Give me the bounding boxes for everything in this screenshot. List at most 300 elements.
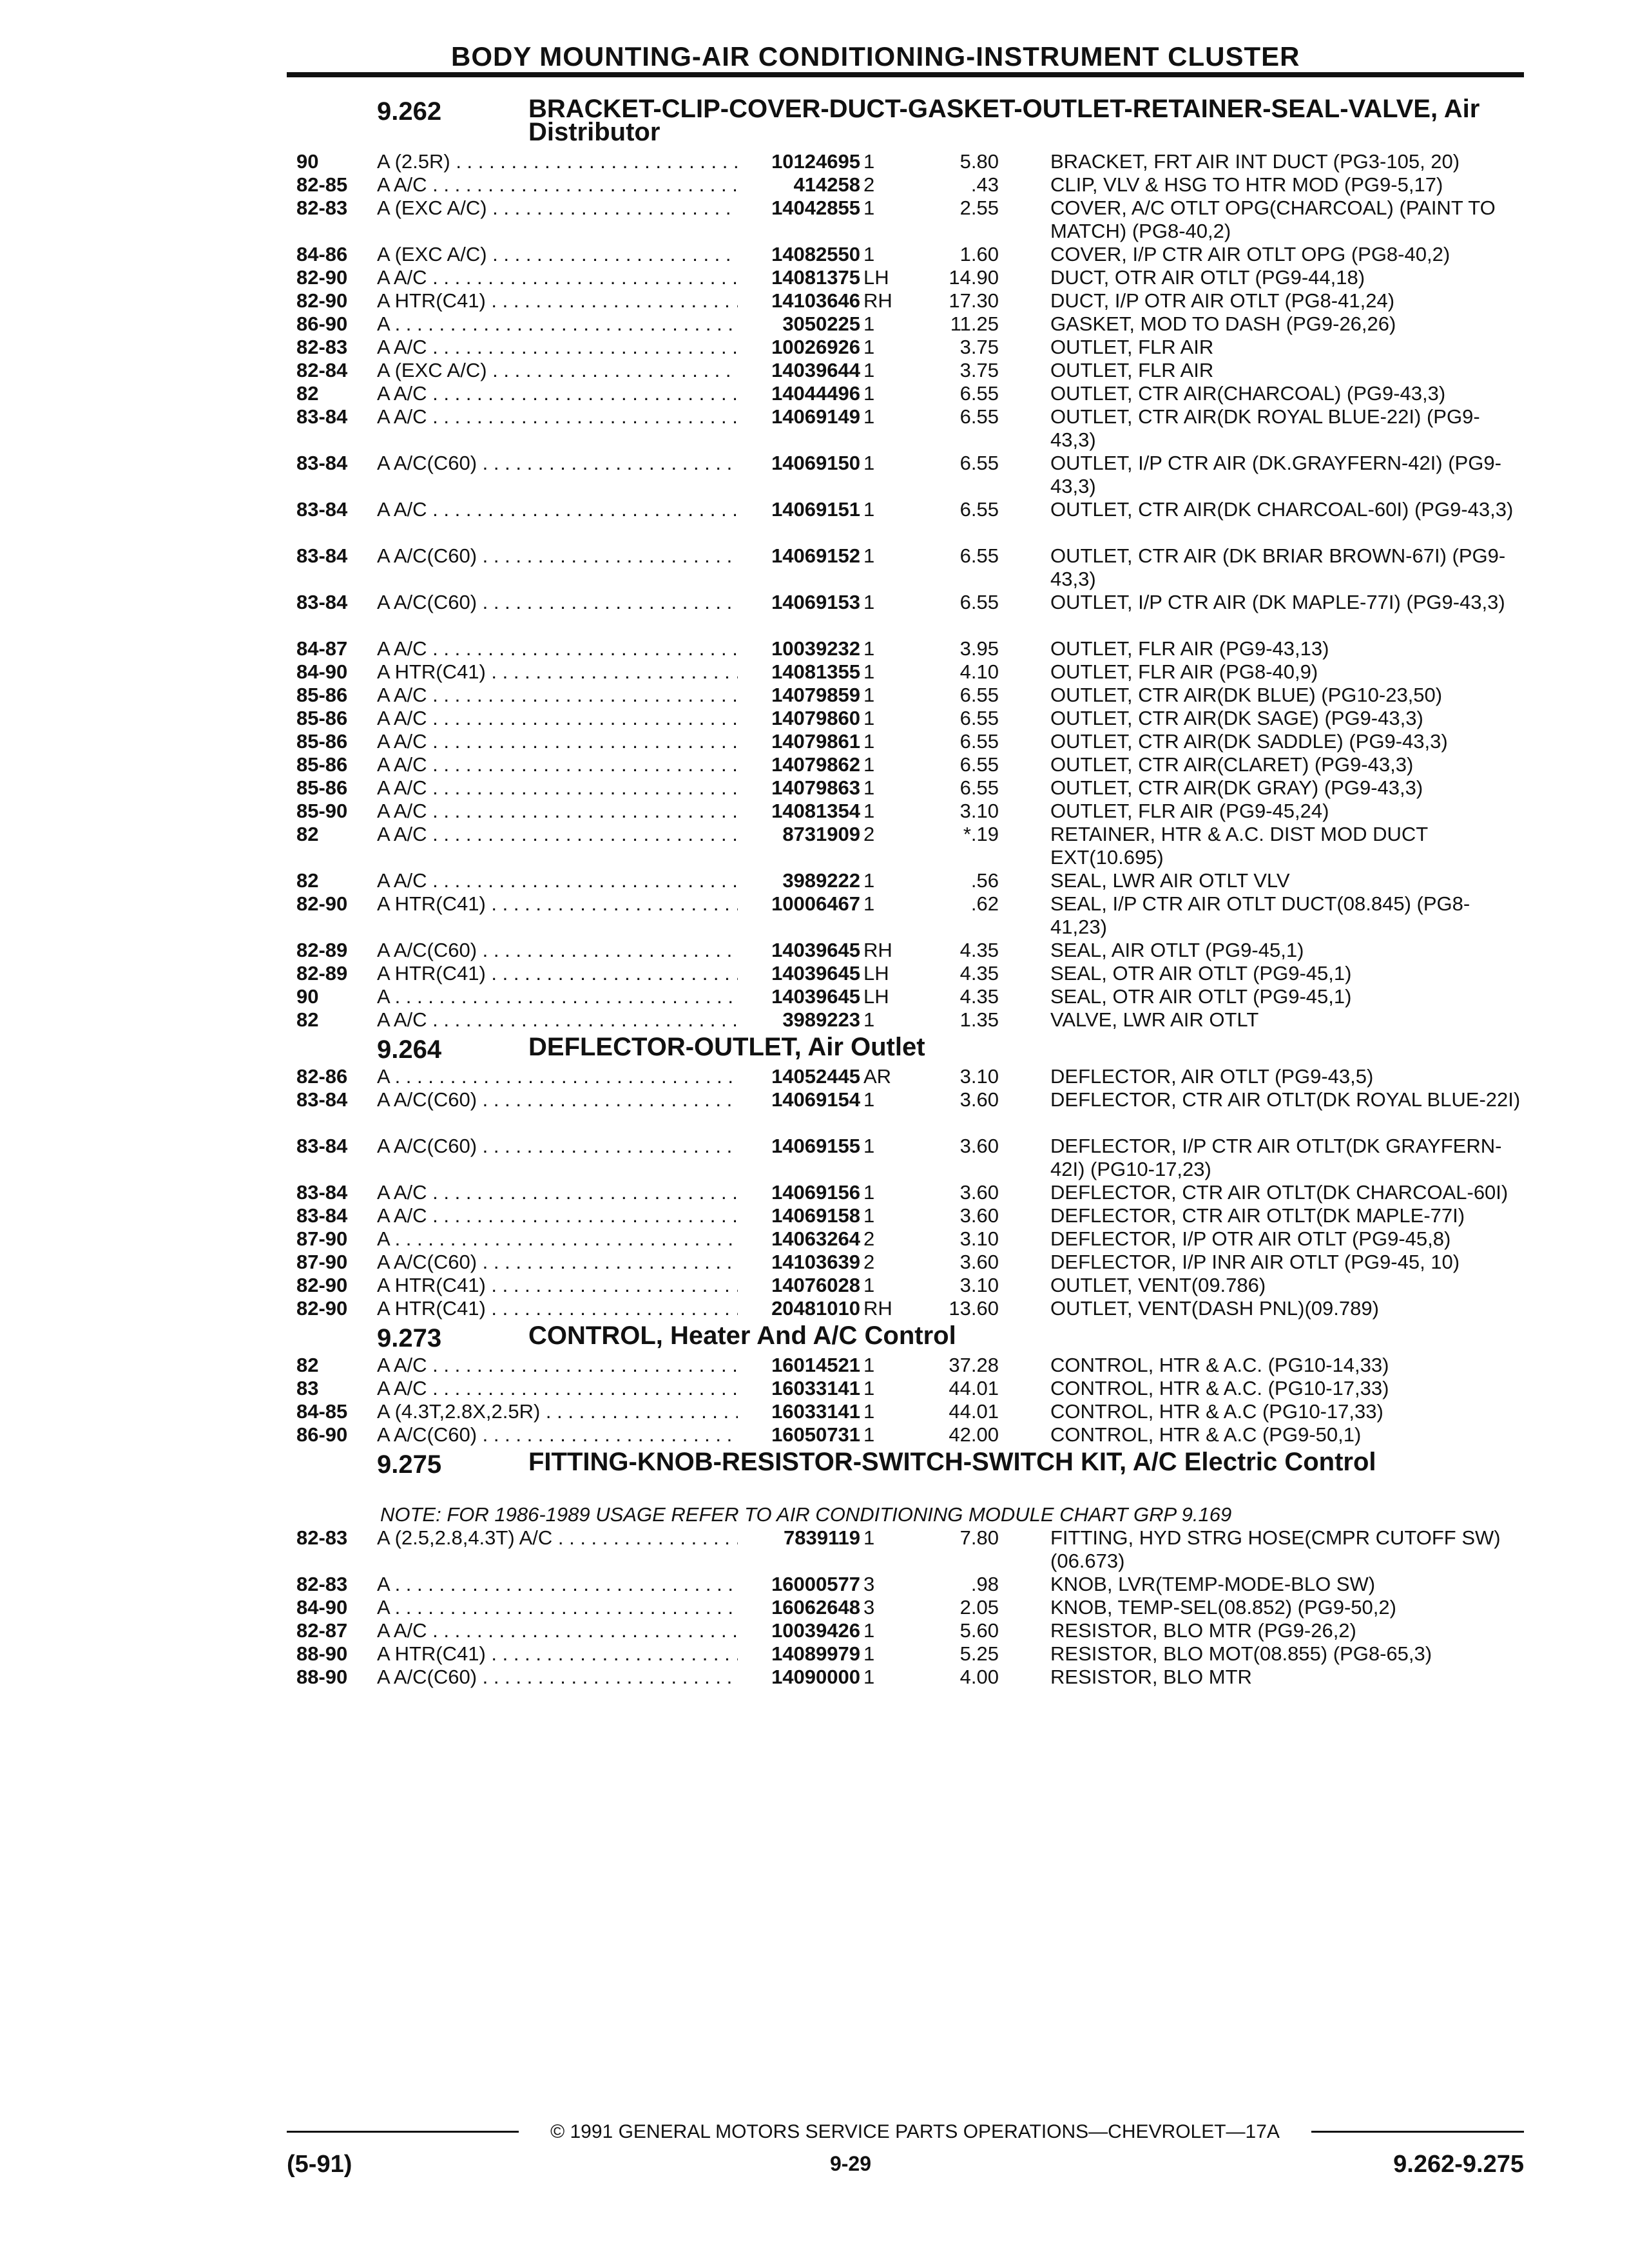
application — [377, 1274, 738, 1297]
model-years: 82 — [296, 869, 319, 892]
part-number: 14082550 — [771, 243, 860, 265]
application — [377, 684, 738, 707]
application-text: A A/C . . . — [377, 823, 738, 845]
part-description: OUTLET, FLR AIR (PG8-40,9) — [1050, 660, 1318, 683]
list-price: 6.55 — [959, 544, 999, 567]
part-number: 8731909 — [782, 823, 860, 845]
list-price: 2.05 — [959, 1596, 999, 1619]
model-years: 90 — [296, 985, 319, 1008]
part-row — [293, 1065, 1530, 1088]
application — [377, 1204, 738, 1227]
quantity: LH — [863, 962, 889, 985]
quantity: 3 — [863, 1596, 875, 1619]
application-text: A . . . — [377, 985, 738, 1008]
model-years: 87-90 — [296, 1227, 348, 1250]
part-number: 20481010 — [771, 1297, 860, 1320]
part-row — [293, 869, 1530, 892]
list-price: 6.55 — [959, 707, 999, 729]
part-description: RESISTOR, BLO MTR — [1050, 1666, 1252, 1688]
part-row — [293, 1008, 1530, 1032]
quantity: 1 — [863, 591, 875, 613]
list-price: 42.00 — [949, 1423, 999, 1446]
model-years: 82-90 — [296, 1274, 348, 1296]
part-description: DUCT, I/P OTR AIR OTLT (PG8-41,24) — [1050, 289, 1395, 312]
section-header — [293, 97, 1530, 150]
model-years: 82-90 — [296, 1297, 348, 1320]
application-text: A A/C . . . — [377, 1008, 738, 1031]
quantity: 1 — [863, 730, 875, 753]
section-header — [293, 1321, 1530, 1354]
application — [377, 150, 738, 173]
application — [377, 1526, 738, 1550]
section-header — [293, 1450, 1530, 1503]
section-title: CONTROL, Heater And A/C Control — [528, 1321, 956, 1350]
part-description: FITTING, HYD STRG HOSE(CMPR CUTOFF SW)(06.673) — [1050, 1526, 1501, 1572]
application-text: A A/C . . . — [377, 382, 738, 405]
application — [377, 985, 738, 1008]
quantity: 1 — [863, 707, 875, 729]
part-description: DEFLECTOR, CTR AIR OTLT(DK ROYAL BLUE-22I) — [1050, 1088, 1521, 1111]
model-years: 85-86 — [296, 753, 348, 776]
list-price: 6.55 — [959, 730, 999, 753]
quantity: 1 — [863, 1008, 875, 1031]
list-price: 3.60 — [959, 1251, 999, 1273]
part-row — [293, 660, 1530, 684]
part-row — [293, 1666, 1530, 1689]
model-years: 88-90 — [296, 1666, 348, 1688]
part-description: OUTLET, CTR AIR(DK ROYAL BLUE-22I) (PG9-43,3) — [1050, 405, 1480, 451]
footer-rule-right — [1311, 2131, 1524, 2133]
list-price: 3.95 — [959, 637, 999, 660]
part-row — [293, 962, 1530, 985]
section-title: DEFLECTOR-OUTLET, Air Outlet — [528, 1033, 925, 1061]
application-text: A A/C(C60) . . . — [377, 544, 738, 567]
application-text: A . . . — [377, 1065, 738, 1088]
part-row — [293, 985, 1530, 1008]
application — [377, 1227, 738, 1251]
model-years: 84-87 — [296, 637, 348, 660]
part-number: 14069158 — [771, 1204, 860, 1227]
application — [377, 1354, 738, 1377]
quantity: 1 — [863, 1274, 875, 1296]
model-years: 90 — [296, 150, 319, 173]
part-row — [293, 637, 1530, 660]
list-price: 13.60 — [949, 1297, 999, 1320]
application — [377, 173, 738, 197]
application-text: A A/C . . . — [377, 800, 738, 822]
quantity: 1 — [863, 1423, 875, 1446]
quantity: 1 — [863, 660, 875, 683]
quantity: 1 — [863, 753, 875, 776]
application-text: A A/C(C60) . . . — [377, 591, 738, 613]
part-number: 14079859 — [771, 684, 860, 706]
part-description: CONTROL, HTR & A.C. (PG10-17,33) — [1050, 1377, 1389, 1399]
list-price: 1.60 — [959, 243, 999, 265]
part-row — [293, 939, 1530, 962]
part-description: CONTROL, HTR & A.C (PG9-50,1) — [1050, 1423, 1362, 1446]
part-number: 3989222 — [782, 869, 860, 892]
list-price: 17.30 — [949, 289, 999, 312]
part-row — [293, 1596, 1530, 1619]
part-row — [293, 452, 1530, 498]
list-price: .43 — [970, 173, 999, 196]
part-description: OUTLET, I/P CTR AIR (DK.GRAYFERN-42I) (PG9-43,3) — [1050, 452, 1501, 497]
quantity: RH — [863, 1297, 892, 1320]
model-years: 83-84 — [296, 498, 348, 521]
part-row — [293, 707, 1530, 730]
application-text: A A/C(C60) . . . — [377, 452, 738, 474]
list-price: 44.01 — [949, 1400, 999, 1423]
application-text: A A/C(C60) . . . — [377, 1088, 738, 1111]
quantity: 3 — [863, 1573, 875, 1595]
model-years: 82 — [296, 823, 319, 845]
part-description: OUTLET, FLR AIR — [1050, 359, 1214, 381]
quantity: 2 — [863, 173, 875, 196]
model-years: 83-84 — [296, 405, 348, 428]
part-description: KNOB, LVR(TEMP-MODE-BLO SW) — [1050, 1573, 1376, 1595]
application-text: A A/C . . . — [377, 637, 738, 660]
quantity: 2 — [863, 823, 875, 845]
part-number: 16050731 — [771, 1423, 860, 1446]
part-description: DEFLECTOR, AIR OTLT (PG9-43,5) — [1050, 1065, 1374, 1088]
quantity: 1 — [863, 1204, 875, 1227]
application — [377, 1135, 738, 1158]
model-years: 83-84 — [296, 544, 348, 567]
part-row — [293, 1297, 1530, 1320]
quantity: 1 — [863, 1181, 875, 1204]
part-row — [293, 359, 1530, 382]
part-description: CLIP, VLV & HSG TO HTR MOD (PG9-5,17) — [1050, 173, 1443, 196]
part-description: OUTLET, VENT(09.786) — [1050, 1274, 1266, 1296]
application-text: A A/C(C60) . . . — [377, 1666, 738, 1688]
list-price: 6.55 — [959, 498, 999, 521]
model-years: 82 — [296, 1354, 319, 1376]
application-text: A . . . — [377, 1596, 738, 1619]
footer-date: (5-91) — [287, 2151, 352, 2178]
part-row — [293, 1642, 1530, 1666]
part-description: DEFLECTOR, I/P OTR AIR OTLT (PG9-45,8) — [1050, 1227, 1451, 1250]
model-years: 82 — [296, 1008, 319, 1031]
part-number: 14103639 — [771, 1251, 860, 1273]
list-price: 1.35 — [959, 1008, 999, 1031]
application-text: A A/C(C60) . . . — [377, 1423, 738, 1446]
list-price: 3.10 — [959, 1274, 999, 1296]
application-text: A . . . — [377, 312, 738, 335]
footer-page-number: 9-29 — [829, 2152, 872, 2175]
part-number: 10006467 — [771, 892, 860, 915]
part-number: 14069151 — [771, 498, 860, 521]
application-text: A . . . — [377, 1573, 738, 1595]
part-number: 414258 — [793, 173, 860, 196]
application — [377, 707, 738, 730]
application-text: A HTR(C41) . . . — [377, 1297, 738, 1320]
application — [377, 776, 738, 800]
part-number: 14044496 — [771, 382, 860, 405]
quantity: LH — [863, 985, 889, 1008]
application-text: A (2.5R) . . . — [377, 150, 738, 173]
list-price: *.19 — [963, 823, 999, 845]
quantity: 1 — [863, 544, 875, 567]
list-price: 3.60 — [959, 1181, 999, 1204]
quantity: 1 — [863, 1135, 875, 1157]
part-description: DUCT, OTR AIR OTLT (PG9-44,18) — [1050, 266, 1365, 289]
part-description: DEFLECTOR, I/P INR AIR OTLT (PG9-45, 10) — [1050, 1251, 1460, 1273]
application — [377, 1377, 738, 1400]
quantity: 2 — [863, 1227, 875, 1250]
application — [377, 1251, 738, 1274]
list-price: 3.75 — [959, 336, 999, 358]
list-price: .62 — [970, 892, 999, 915]
list-price: 3.60 — [959, 1204, 999, 1227]
model-years: 82-85 — [296, 173, 348, 196]
application — [377, 591, 738, 614]
list-price: 5.80 — [959, 150, 999, 173]
list-price: 3.60 — [959, 1088, 999, 1111]
model-years: 82-83 — [296, 197, 348, 219]
application — [377, 1666, 738, 1689]
part-row — [293, 1377, 1530, 1400]
part-number: 14039645 — [771, 962, 860, 985]
application — [377, 1619, 738, 1642]
application — [377, 243, 738, 266]
model-years: 83-84 — [296, 591, 348, 613]
part-description: OUTLET, CTR AIR(CLARET) (PG9-43,3) — [1050, 753, 1414, 776]
application-text: A (EXC A/C) . . . — [377, 243, 738, 265]
part-row — [293, 266, 1530, 289]
list-price: 2.55 — [959, 197, 999, 219]
application-text: A HTR(C41) . . . — [377, 289, 738, 312]
model-years: 84-85 — [296, 1400, 348, 1423]
model-years: 83-84 — [296, 1204, 348, 1227]
application-text: A (EXC A/C) . . . — [377, 197, 738, 219]
quantity: 1 — [863, 312, 875, 335]
part-description: DEFLECTOR, CTR AIR OTLT(DK CHARCOAL-60I) — [1050, 1181, 1509, 1204]
part-number: 14042855 — [771, 197, 860, 219]
application-text: A HTR(C41) . . . — [377, 962, 738, 985]
part-number: 14063264 — [771, 1227, 860, 1250]
part-row — [293, 591, 1530, 637]
quantity: 1 — [863, 1354, 875, 1376]
part-description: RESISTOR, BLO MOT(08.855) (PG8-65,3) — [1050, 1642, 1432, 1665]
part-number: 10124695 — [771, 150, 860, 173]
list-price: 6.55 — [959, 382, 999, 405]
part-description: KNOB, TEMP-SEL(08.852) (PG9-50,2) — [1050, 1596, 1396, 1619]
part-row — [293, 1227, 1530, 1251]
application — [377, 730, 738, 753]
part-description: RETAINER, HTR & A.C. DIST MOD DUCT EXT(10.695) — [1050, 823, 1428, 869]
model-years: 88-90 — [296, 1642, 348, 1665]
application-text: A A/C . . . — [377, 684, 738, 706]
part-description: BRACKET, FRT AIR INT DUCT (PG3-105, 20) — [1050, 150, 1460, 173]
part-description: DEFLECTOR, I/P CTR AIR OTLT(DK GRAYFERN-42I) (PG10-17,23) — [1050, 1135, 1502, 1180]
model-years: 82-83 — [296, 1573, 348, 1595]
application-text: A A/C . . . — [377, 707, 738, 729]
part-description: DEFLECTOR, CTR AIR OTLT(DK MAPLE-77I) — [1050, 1204, 1465, 1227]
section-title: BRACKET-CLIP-COVER-DUCT-GASKET-OUTLET-RETAINER-SEAL-VALVE, Air Distributor — [528, 95, 1480, 146]
part-description: OUTLET, CTR AIR(CHARCOAL) (PG9-43,3) — [1050, 382, 1446, 405]
part-description: SEAL, AIR OTLT (PG9-45,1) — [1050, 939, 1304, 961]
model-years: 82-90 — [296, 266, 348, 289]
model-years: 82-90 — [296, 892, 348, 915]
list-price: 5.25 — [959, 1642, 999, 1665]
list-price: 4.10 — [959, 660, 999, 683]
part-row — [293, 1526, 1530, 1573]
part-number: 14076028 — [771, 1274, 860, 1296]
part-number: 10026926 — [771, 336, 860, 358]
part-description: OUTLET, CTR AIR(DK GRAY) (PG9-43,3) — [1050, 776, 1423, 799]
application-text: A A/C . . . — [377, 1204, 738, 1227]
list-price: .98 — [970, 1573, 999, 1595]
part-row — [293, 173, 1530, 197]
application — [377, 289, 738, 312]
quantity: 1 — [863, 684, 875, 706]
part-number: 14069149 — [771, 405, 860, 428]
part-description: OUTLET, CTR AIR(DK SADDLE) (PG9-43,3) — [1050, 730, 1448, 753]
part-description: OUTLET, FLR AIR — [1050, 336, 1214, 358]
list-price: 14.90 — [949, 266, 999, 289]
application — [377, 1423, 738, 1446]
part-number: 14039644 — [771, 359, 860, 381]
list-price: 7.80 — [959, 1526, 999, 1549]
model-years: 82 — [296, 382, 319, 405]
quantity: 1 — [863, 359, 875, 381]
list-price: 3.60 — [959, 1135, 999, 1157]
application — [377, 1596, 738, 1619]
quantity: 1 — [863, 1088, 875, 1111]
footer-group-range: 9.262-9.275 — [1393, 2151, 1524, 2178]
application-text: A A/C(C60) . . . — [377, 1251, 738, 1273]
part-row — [293, 544, 1530, 591]
model-years: 83-84 — [296, 1088, 348, 1111]
part-row — [293, 405, 1530, 452]
application — [377, 892, 738, 916]
application-text: A HTR(C41) . . . — [377, 1274, 738, 1296]
section-number: 9.275 — [377, 1450, 442, 1479]
quantity: AR — [863, 1065, 892, 1088]
part-description: OUTLET, CTR AIR(DK CHARCOAL-60I) (PG9-43,3) — [1050, 498, 1514, 521]
part-description: GASKET, MOD TO DASH (PG9-26,26) — [1050, 312, 1396, 335]
part-description: OUTLET, I/P CTR AIR (DK MAPLE-77I) (PG9-43,3) — [1050, 591, 1505, 613]
model-years: 86-90 — [296, 312, 348, 335]
footer-copyright: © 1991 GENERAL MOTORS SERVICE PARTS OPERATIONS—CHEVROLET—17A — [550, 2121, 1280, 2142]
list-price: 4.35 — [959, 962, 999, 985]
part-row — [293, 243, 1530, 266]
list-price: 44.01 — [949, 1377, 999, 1399]
list-price: 6.55 — [959, 776, 999, 799]
part-row — [293, 892, 1530, 939]
section-title: FITTING-KNOB-RESISTOR-SWITCH-SWITCH KIT, A/C Electric Control — [528, 1448, 1376, 1476]
application-text: A A/C . . . — [377, 405, 738, 428]
application-text: A A/C . . . — [377, 776, 738, 799]
quantity: 1 — [863, 1526, 875, 1549]
part-row — [293, 776, 1530, 800]
part-number: 14081375 — [771, 266, 860, 289]
model-years: 85-86 — [296, 730, 348, 753]
application — [377, 266, 738, 289]
model-years: 82-86 — [296, 1065, 348, 1088]
list-price: 6.55 — [959, 405, 999, 428]
quantity: 1 — [863, 243, 875, 265]
part-row — [293, 1274, 1530, 1297]
application — [377, 1088, 738, 1111]
part-row — [293, 1423, 1530, 1446]
part-number: 14081355 — [771, 660, 860, 683]
application — [377, 753, 738, 776]
model-years: 82-83 — [296, 336, 348, 358]
application — [377, 637, 738, 660]
part-number: 14090000 — [771, 1666, 860, 1688]
part-number: 14079863 — [771, 776, 860, 799]
list-price: 4.35 — [959, 939, 999, 961]
part-number: 14089979 — [771, 1642, 860, 1665]
model-years: 83-84 — [296, 452, 348, 474]
application — [377, 1008, 738, 1032]
part-number: 14069150 — [771, 452, 860, 474]
part-number: 16014521 — [771, 1354, 860, 1376]
quantity: 1 — [863, 498, 875, 521]
part-number: 14069153 — [771, 591, 860, 613]
application — [377, 1181, 738, 1204]
part-row — [293, 336, 1530, 359]
application-text: A A/C . . . — [377, 869, 738, 892]
quantity: 1 — [863, 382, 875, 405]
list-price: 3.10 — [959, 1065, 999, 1088]
part-number: 14079860 — [771, 707, 860, 729]
application-text: A A/C . . . — [377, 730, 738, 753]
application-text: A A/C(C60) . . . — [377, 1135, 738, 1157]
list-price: 3.10 — [959, 800, 999, 822]
part-description: RESISTOR, BLO MTR (PG9-26,2) — [1050, 1619, 1356, 1642]
part-number: 14069155 — [771, 1135, 860, 1157]
section-note: NOTE: FOR 1986-1989 USAGE REFER TO AIR CONDITIONING MODULE CHART GRP 9.169 — [380, 1503, 1232, 1526]
quantity: 1 — [863, 336, 875, 358]
quantity: LH — [863, 266, 889, 289]
model-years: 85-90 — [296, 800, 348, 822]
part-description: OUTLET, FLR AIR (PG9-45,24) — [1050, 800, 1329, 822]
application-text: A A/C . . . — [377, 1354, 738, 1376]
application-text: A A/C . . . — [377, 336, 738, 358]
list-price: 4.35 — [959, 985, 999, 1008]
application — [377, 452, 738, 475]
section-number: 9.262 — [377, 97, 442, 126]
part-row — [293, 1354, 1530, 1377]
part-description: SEAL, LWR AIR OTLT VLV — [1050, 869, 1290, 892]
list-price: 3.10 — [959, 1227, 999, 1250]
quantity: 1 — [863, 776, 875, 799]
application-text: A A/C . . . — [377, 753, 738, 776]
part-row — [293, 1400, 1530, 1423]
application-text: A . . . — [377, 1227, 738, 1250]
part-number: 16033141 — [771, 1400, 860, 1423]
part-number: 3050225 — [782, 312, 860, 335]
quantity: RH — [863, 939, 892, 961]
application-text: A HTR(C41) . . . — [377, 892, 738, 915]
footer-rule-left — [287, 2131, 519, 2133]
application — [377, 1400, 738, 1423]
part-description: OUTLET, CTR AIR(DK SAGE) (PG9-43,3) — [1050, 707, 1423, 729]
model-years: 84-86 — [296, 243, 348, 265]
application — [377, 1642, 738, 1666]
quantity: 1 — [863, 637, 875, 660]
model-years: 85-86 — [296, 684, 348, 706]
application — [377, 382, 738, 405]
part-number: 16000577 — [771, 1573, 860, 1595]
part-description: OUTLET, VENT(DASH PNL)(09.789) — [1050, 1297, 1379, 1320]
part-row — [293, 684, 1530, 707]
part-row — [293, 498, 1530, 544]
quantity: 2 — [863, 1251, 875, 1273]
part-row — [293, 197, 1530, 243]
